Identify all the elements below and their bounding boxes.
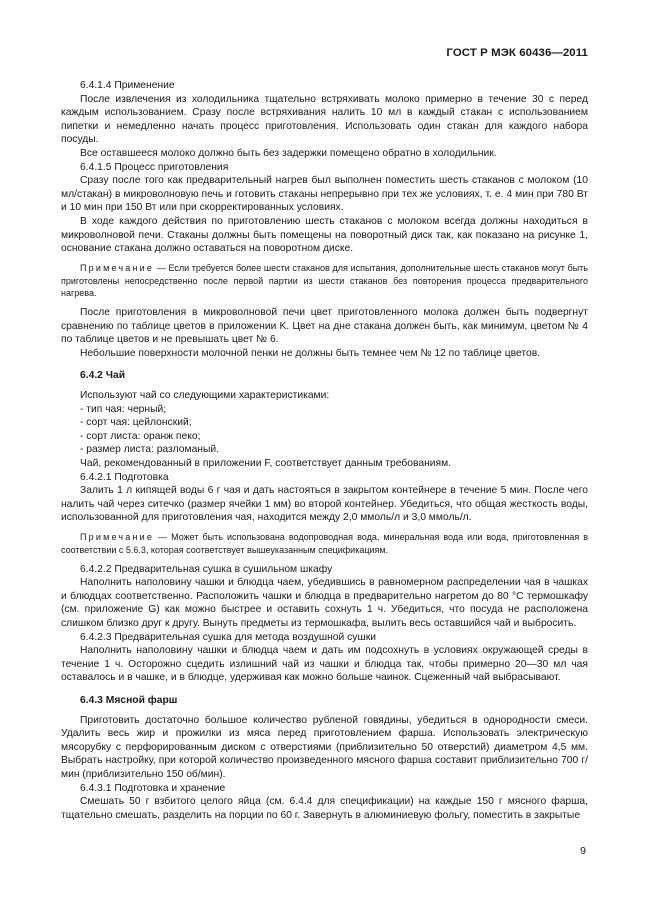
text-paragraph: 6.4.2.1 Подготовка xyxy=(80,471,169,483)
page-number: 9 xyxy=(580,845,586,857)
text-paragraph: Небольшие поверхности молочной пенки не должны быть темнее чем № 12 по таблице цветов. xyxy=(80,347,541,359)
note-paragraph xyxy=(61,262,588,300)
text-paragraph: 6.4.2.2 Предварительная сушка в сушильном шкафу xyxy=(80,563,333,575)
text-paragraph: Сразу после того как предварительный нагрев был выполнен поместить шесть стаканов с молоком (10 мл/стакан) в микроволновую печь и готовить стаканы непрерывно при тех же условиях, т. е. 4 мин при 780 Вт и 10 мин при 150 Вт или при скорректированных условиях. xyxy=(61,175,588,214)
text-paragraph: Приготовить достаточно большое количество рубленой говядины, убедиться в однородности смеси. Удалить весь жир и прожилки из мяса перед приготовлением фарша. Использовать электрическую мясорубку с перфорированным диском с отверстиями (приблизительно 50 отверстий) диаметром 4,5 мм. Выбрать настройку, при которой количество произведенного мясного фарша составит приблизительно 700 г/мин (приблизительно 150 об/мин). xyxy=(61,714,588,780)
text-paragraph: Чай, рекомендованный в приложении F, соответствует данным требованиям. xyxy=(80,458,452,470)
section-heading: 6.4.2 Чай xyxy=(80,370,126,382)
text-paragraph: После извлечения из холодильника тщательно встряхивать молоко примерно в течение 30 с перед каждым использованием. Сразу после встряхивания налить 10 мл в каждый стакан с использованием пипетки и немедленно начать процесс приготовления. Использовать один стакан для каждого набора посуды. xyxy=(61,93,588,146)
note-text: — Если требуется более шести стаканов для испытания, дополнительные шесть стаканов могут быть приготовлены непосредственно после первой партии из шести стаканов без повторения процесса предварительного нагрева. xyxy=(61,262,588,299)
note-label: Примечание xyxy=(80,262,155,273)
text-paragraph: После приготовления в микроволновой печи цвет приготовленного молока должен быть подвергнут сравнению по таблице цветов в приложении K. Цвет на дне стакана должен быть, как минимум, цветом № 4 по таблице цветов и не превышать цвет № 6. xyxy=(61,307,588,346)
note-text: — Может быть использована водопроводная вода, минеральная вода или вода, приготовленная в соответствии с 5.6.3, которая соответствует вышеуказанным спецификациям. xyxy=(61,532,588,555)
text-paragraph: Залить 1 л кипящей воды 6 г чая и дать настояться в закрытом контейнере в течение 5 мин. После чего налить чай через ситечко (размер ячейки 1 мм) во второй контейнер. Убедиться, что общая жесткость воды, использованной для приготовления чая, находится между 2,0 ммоль/л и 3,0 ммоль/л. xyxy=(61,485,588,524)
note-paragraph xyxy=(61,531,588,557)
section-heading: 6.4.3 Мясной фарш xyxy=(80,694,178,706)
text-paragraph: - тип чая: черный; xyxy=(80,403,167,415)
text-paragraph: Все оставшееся молоко должно быть без задержки помещено обратно в холодильник. xyxy=(80,147,497,159)
text-paragraph: 6.4.2.3 Предварительная сушка для метода воздушной сушки xyxy=(80,631,376,643)
document-id-header: ГОСТ Р МЭК 60436—2011 xyxy=(446,47,588,59)
text-paragraph: 6.4.3.1 Подготовка и хранение xyxy=(80,782,226,794)
document-body xyxy=(61,79,588,822)
text-paragraph: Наполнить наполовину чашки и блюдца чаем, убедившись в равномерном распределении чая в чашках и блюдцах соответственно. Расположить чашки и блюдца в предварительно нагретом до 80 °С термошкафу (см. приложение G) как можно быстрее и оставить сохнуть 1 ч. Убедиться, что посуда не расположена слишком близко друг к другу. Вынуть предметы из термошкафа, вылить весь оставшийся чай и выбросить. xyxy=(61,577,588,629)
text-paragraph: 6.4.1.4 Применение xyxy=(80,80,175,91)
text-paragraph: Наполнить наполовину чашки и блюдца чаем и дать им подсохнуть в условиях окружающей среды в течение 1 ч. Осторожно сцедить излишний чай из чашки и блюдца так, чтобы примерно 20—30 мл чая оставалось и в чашке, и в блюдце, удерживая как можно больше чаинок. Сцеженный чай выбрасывают. xyxy=(61,645,588,684)
text-paragraph: Смешать 50 г взбитого целого яйца (см. 6.4.4 для спецификации) на каждые 150 г мясного фарша, тщательно смешать, разделить на порции по 60 г. Завернуть в алюминиевую фольгу, поместить в закрытые xyxy=(61,796,588,821)
text-paragraph: - сорт чая: цейлонский; xyxy=(80,417,192,429)
text-paragraph: - размер листа: разломаный. xyxy=(80,444,219,456)
note-label: Примечание xyxy=(80,532,155,543)
text-paragraph: 6.4.1.5 Процесс приготовления xyxy=(80,161,229,173)
text-paragraph: - сорт листа: оранж пеко; xyxy=(80,430,201,442)
text-paragraph: Используют чай со следующими характеристиками: xyxy=(80,390,330,402)
text-paragraph: В ходе каждого действия по приготовлению шесть стаканов с молоком всегда должны находиться в микроволновой печи. Стаканы должны быть помещены на поворотный диск так, как показано на рисунке 1, основание стакана должно оставаться на поворотном диске. xyxy=(61,215,588,255)
